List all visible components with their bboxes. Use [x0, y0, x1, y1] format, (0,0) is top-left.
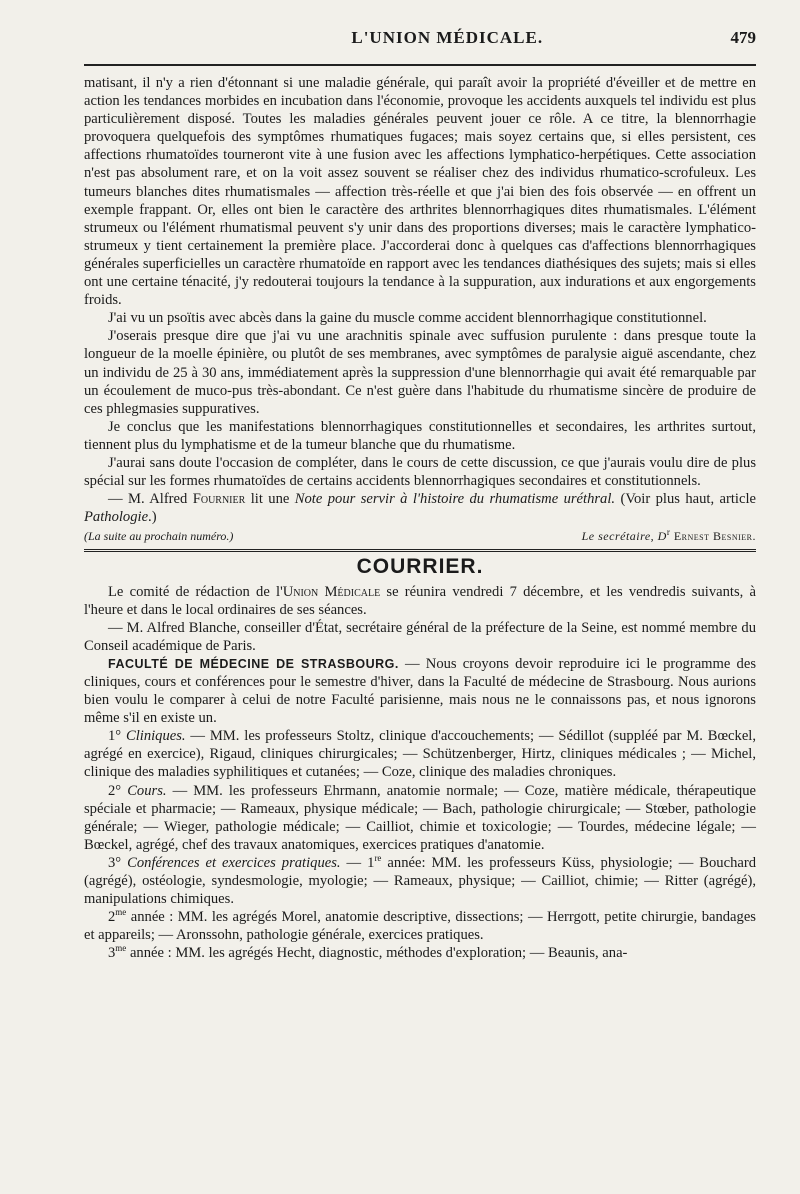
header-rule	[84, 64, 756, 66]
fournier-note-title: Note pour servir à l'histoire du rhumatisme uréthral.	[294, 491, 616, 508]
item-pre: — 1	[340, 854, 375, 871]
item-number: 1°	[108, 728, 122, 745]
item-pre: 2	[108, 909, 116, 926]
fournier-name: Fournier	[192, 491, 246, 508]
paragraph: Je conclus que les manifestations blennorrhagiques constitutionnelles et secondaires, les arthrites surtout, tiennent plus du lymphatisme et de la tumeur blanche que du rhumatisme.	[84, 418, 756, 453]
item-label: Conférences et exercices pratiques.	[127, 854, 341, 871]
paragraph: matisant, il n'y a rien d'étonnant si une maladie générale, qui paraît avoir la propriété d'éveiller et de mettre en action les tendances morbides en incubation dans l'économie, provoque les accidents auxquels tel individu est plus particulièrement disposé. Toutes les maladies générales peuvent jouer ce rôle. A ce titre, la blennorrhagie provoquera quelquefois des symptômes rhumatiques fugaces; mais soyez certains que, si elles persistent, ces affections rhumatoïdes tourneront vite à une fusion avec les affections lymphatico-herpétiques. Cette association n'est pas absolument rare, et on la voit assez souvent se réaliser chez des individus rhumatico-scrofuleux. Les tumeurs blanches dites rhumatismales — affection très-réelle et que j'ai bien des fois observée — en offrent un exemple frappant. Or, elles ont bien le caractère des arthrites blennorrhagiques dites rhumatismales. L'élément strumeux ou l'élément rhumatismal peuvent s'y unir dans des proportions diverses; mais le caractère lymphatico-strumeux y tient certainement la première place. J'accorderai donc à quelques cas d'affections blennorrhagiques générales superficielles un caractère rhumatoïde en rapport avec les tendances diathésiques des sujets; mais si elles ont une certaine ténacité, j'y redouterai toujours la tendance à la suppuration, aux indurations et aux engorgements froids.	[84, 75, 756, 309]
section-divider	[84, 549, 756, 552]
journal-name: Union Médicale	[282, 583, 381, 600]
paragraph: J'ai vu un psoïtis avec abcès dans la gaine du muscle comme accident blennorrhagique constitutionnel.	[108, 310, 707, 327]
item-label: Cliniques.	[125, 728, 186, 745]
courrier-paragraph	[84, 655, 756, 727]
courrier-paragraph	[84, 583, 756, 619]
fournier-ref: Pathologie	[84, 509, 149, 526]
paragraph: J'oserais presque dire que j'ai vu une arachnitis spinale avec suffusion purulente : dans presque toute la longueur de la moelle épinière, ou plutôt de ses membranes, avec symptômes de paralysie aiguë ascendante, chez un individu de 25 à 30 ans, immédiatement après la suppression d'une blennorrhagie qui avait été remarquable par un écoulement de muco-pus très-abondant. Ce n'est guère dans l'habitude du rhumatisme sincère de produire de ces phlegmasies suppuratives.	[84, 328, 756, 417]
faculty-heading: FACULTÉ DE MÉDECINE DE STRASBOURG.	[108, 656, 399, 671]
item-text: — MM. les professeurs Stoltz, clinique d'accouchements; — Sédillot (suppléé par M. Bœckel, agrégé en exercice), Rigaud, cliniques chirurgicales; — Schützenberger, Hirtz, cliniques médicales ; — Michel, clinique des maladies syphilitiques et cutanées; — Coze, clinique des maladies chroniques.	[84, 728, 756, 781]
item-sup: me	[115, 907, 127, 918]
fournier-post: (Voir plus haut, article	[615, 491, 756, 508]
section-title-courrier: COURRIER.	[356, 555, 484, 579]
signature-prefix: Le secrétaire, D	[581, 529, 667, 544]
item-number: 2°	[108, 782, 122, 799]
item-text: année : MM. les agrégés Hecht, diagnostic, méthodes d'exploration; — Beaunis, ana-	[126, 945, 628, 962]
fournier-end: .)	[148, 509, 157, 526]
article-footer	[84, 527, 756, 545]
article-body	[84, 74, 756, 963]
item-number: 3°	[108, 854, 122, 871]
signature-name: Ernest Besnier.	[670, 529, 756, 544]
item-text: année: MM. les professeurs Küss, physiologie; — Bouchard (agrégé), ostéologie, syndesmologie, myologie; — Rameaux, physique; — Cailliot, chimie; — Ritter (agrégé), manipulations chimiques.	[84, 854, 757, 908]
item-sup: me	[115, 943, 127, 954]
courrier-p1-a: Le comité de rédaction de l'	[108, 583, 283, 600]
courrier-paragraph	[84, 782, 756, 854]
courrier-paragraph	[84, 908, 756, 944]
item-label: Cours.	[127, 782, 167, 799]
page-header	[84, 28, 756, 64]
courrier-paragraph	[84, 727, 756, 781]
page-number: 479	[730, 28, 756, 47]
courrier-paragraph: — M. Alfred Blanche, conseiller d'État, secrétaire général de la préfecture de la Seine, est nommé membre du Conseil académique de Paris.	[84, 619, 756, 654]
courrier-p3-text: — Nous croyons devoir reproduire ici le programme des cliniques, cours et conférences pour le semestre d'hiver, dans la Faculté de médecine de Strasbourg. Nous aurions bien voulu le comparer à celui de notre Faculté parisienne, mais nous ne le connaissons pas, et nous ignorons même s'il en existe un.	[84, 655, 756, 727]
secretary-signature	[582, 527, 756, 545]
item-pre: 3	[108, 945, 116, 962]
fournier-mid: lit une	[245, 491, 295, 508]
item-text: année : MM. les agrégés Morel, anatomie descriptive, dissections; — Herrgott, petite chirurgie, bandages et appareils; — Aronssohn, pathologie générale, exercices pratiques.	[84, 909, 756, 944]
running-title: L'UNION MÉDICALE.	[351, 28, 544, 47]
continued-note: (La suite au prochain numéro.)	[84, 529, 234, 544]
item-sup: re	[374, 853, 382, 864]
courrier-p1-c: se réunira vendredi 7 décembre, et les vendredis suivants, à l'heure et dans le local ordinaires de ses séances.	[84, 583, 756, 618]
signature-sup: r	[666, 527, 671, 538]
paragraph: J'aurai sans doute l'occasion de compléter, dans le cours de cette discussion, ce que j'aurais voulu dire de plus spécial sur les formes rhumatoïdes de certains accidents blennorrhagiques secondaires et constitutionnels.	[84, 454, 756, 490]
fournier-pre: — M. Alfred	[108, 491, 193, 508]
courrier-paragraph	[84, 944, 756, 962]
courrier-paragraph	[84, 854, 756, 908]
item-text: — MM. les professeurs Ehrmann, anatomie normale; — Coze, matière médicale, thérapeutique spéciale et pharmacie; — Rameaux, physique médicale; — Bach, pathologie chirurgicale; — Stœber, pathologie générale; — Wieger, pathologie médicale; — Cailliot, chimie et toxicologie; — Tourdes, médecine légale; — Bœckel, agrégé, chef des travaux anatomiques, exercices pratiques d'anatomie.	[84, 782, 756, 853]
paragraph-fournier	[84, 490, 756, 526]
